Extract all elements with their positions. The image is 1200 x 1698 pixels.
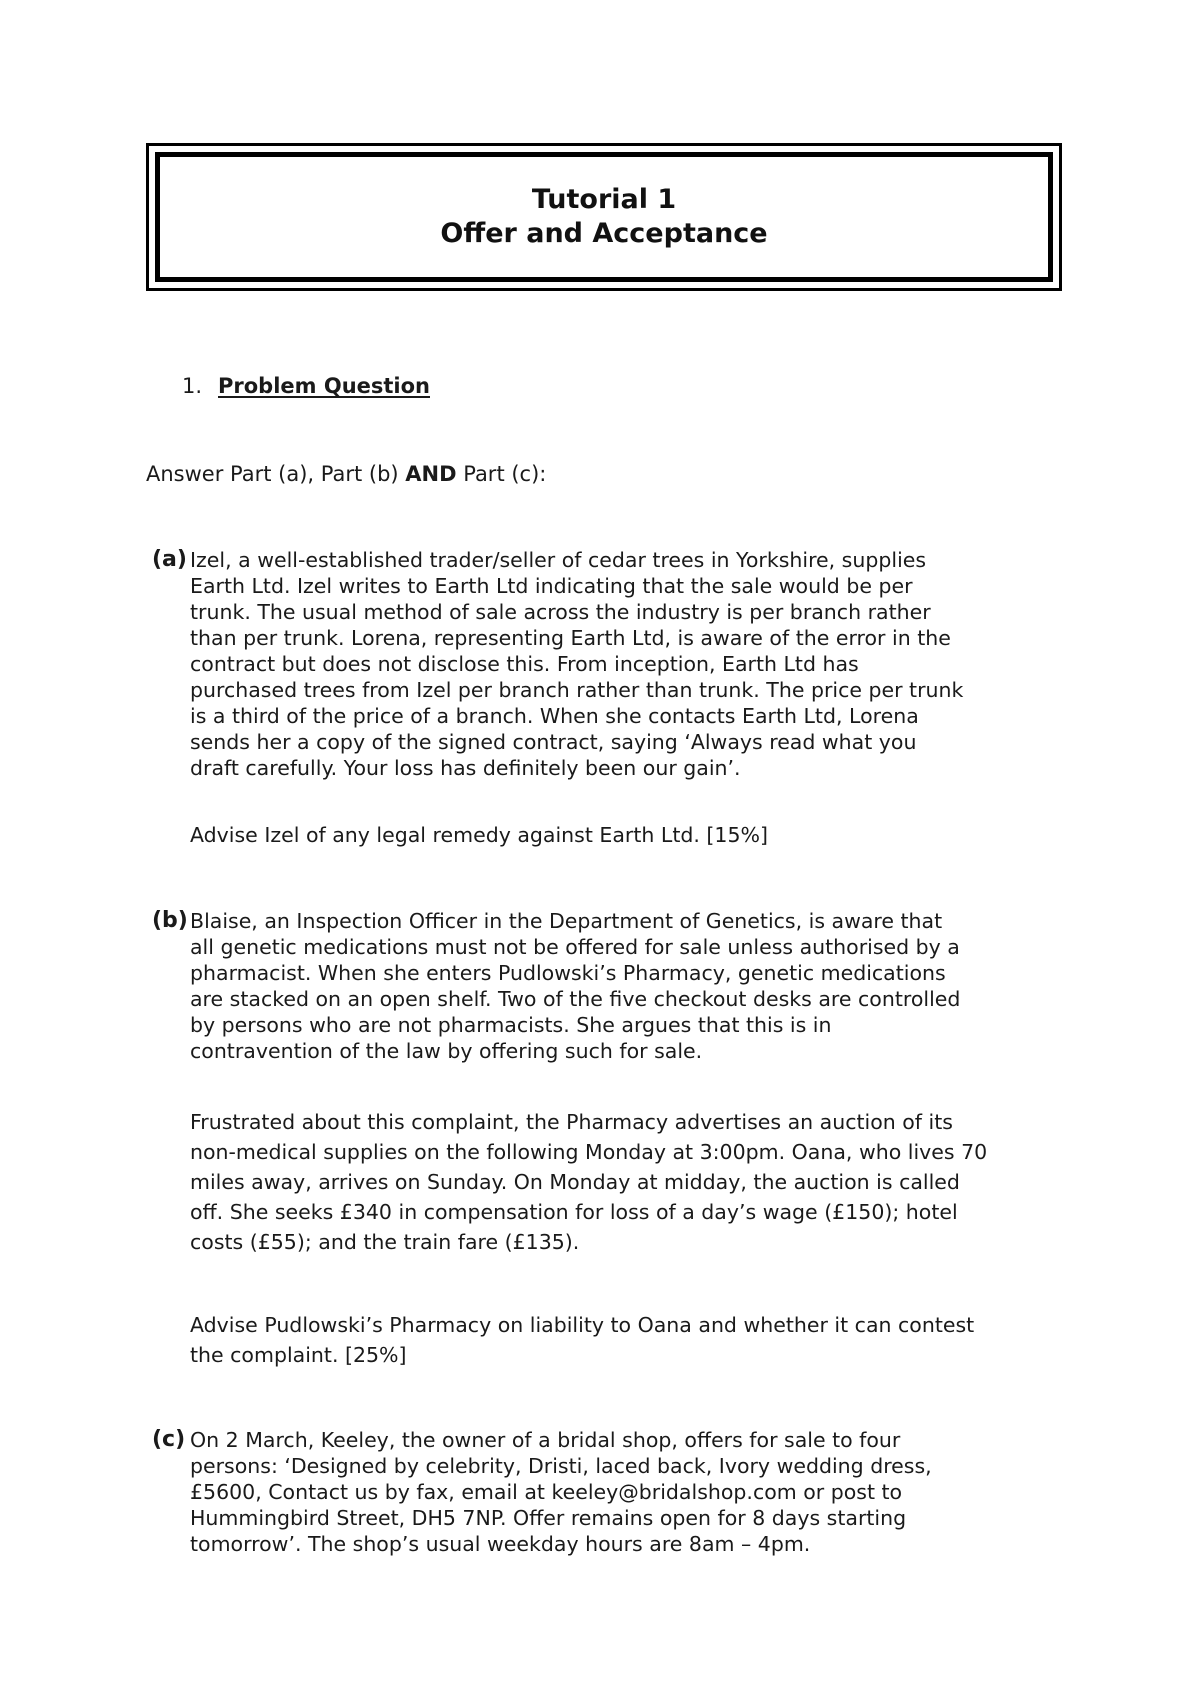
part-b-advise-line: the complaint. [25%]: [190, 1343, 407, 1367]
part-b-paragraph-2: [150, 1107, 1070, 1257]
part-b-advise-line: Advise Pudlowski’s Pharmacy on liability to Oana and whether it can contest: [190, 1313, 975, 1337]
part-a-line: contract but does not disclose this. From inception, Earth Ltd has: [190, 652, 859, 676]
part-c-line: persons: ‘Designed by celebrity, Dristi, laced back, Ivory wedding dress,: [190, 1454, 932, 1478]
part-b: [150, 908, 1070, 1064]
section-label: Problem Question: [218, 374, 430, 398]
part-c-line: Hummingbird Street, DH5 7NP. Offer remains open for 8 days starting: [190, 1506, 907, 1530]
part-a-letter: (a): [152, 547, 187, 572]
part-a-line: purchased trees from Izel per branch rather than trunk. The price per trunk: [190, 678, 964, 702]
instruction-bold: AND: [405, 462, 457, 486]
part-a-line: than per trunk. Lorena, representing Earth Ltd, is aware of the error in the: [190, 626, 951, 650]
part-a-advise: [150, 822, 1070, 848]
part-b-line: contravention of the law by offering such for sale.: [190, 1039, 703, 1063]
part-c-letter: (c): [152, 1427, 186, 1452]
tutorial-topic: Offer and Acceptance: [440, 218, 768, 249]
part-b-p2-line: off. She seeks £340 in compensation for loss of a day’s wage (£150); hotel: [190, 1200, 958, 1224]
part-a-line: draft carefully. Your loss has definitely been our gain’.: [190, 756, 741, 780]
part-a-line: Earth Ltd. Izel writes to Earth Ltd indicating that the sale would be per: [190, 574, 913, 598]
instruction: [146, 460, 546, 488]
part-a-text: [190, 547, 1070, 781]
section-number: 1.: [182, 374, 203, 398]
instruction-prefix: Answer Part (a), Part (b): [146, 462, 406, 486]
part-b-p2-line: costs (£55); and the train fare (£135).: [190, 1230, 580, 1254]
part-a-advise-text: Advise Izel of any legal remedy against Earth Ltd. [15%]: [190, 823, 768, 847]
part-c-line: On 2 March, Keeley, the owner of a bridal shop, offers for sale to four: [190, 1428, 901, 1452]
part-b-text: [190, 908, 1070, 1064]
section-heading: [182, 372, 430, 400]
part-a-line: sends her a copy of the signed contract, saying ‘Always read what you: [190, 730, 917, 754]
part-b-line: Blaise, an Inspection Officer in the Department of Genetics, is aware that: [190, 909, 943, 933]
part-c-line: £5600, Contact us by fax, email at keeley@bridalshop.com or post to: [190, 1480, 903, 1504]
part-b-p2-line: Frustrated about this complaint, the Pharmacy advertises an auction of its: [190, 1110, 953, 1134]
part-b-p2-line: miles away, arrives on Sunday. On Monday at midday, the auction is called: [190, 1170, 960, 1194]
part-b-letter: (b): [152, 908, 188, 933]
part-b-line: are stacked on an open shelf. Two of the five checkout desks are controlled: [190, 987, 961, 1011]
title-box-inner: [155, 152, 1053, 282]
title-box: [146, 143, 1062, 291]
part-c-line: tomorrow’. The shop’s usual weekday hours are 8am – 4pm.: [190, 1532, 811, 1556]
part-b-line: by persons who are not pharmacists. She argues that this is in: [190, 1013, 832, 1037]
part-c: [150, 1427, 1070, 1557]
part-b-p2-line: non-medical supplies on the following Monday at 3:00pm. Oana, who lives 70: [190, 1140, 988, 1164]
part-b-advise: [150, 1310, 1070, 1370]
instruction-suffix: Part (c):: [456, 462, 547, 486]
part-a-line: is a third of the price of a branch. When she contacts Earth Ltd, Lorena: [190, 704, 919, 728]
part-c-text: [190, 1427, 1070, 1557]
tutorial-number: Tutorial 1: [531, 184, 677, 215]
part-a-line: trunk. The usual method of sale across the industry is per branch rather: [190, 600, 931, 624]
part-a: [150, 547, 1070, 781]
part-b-line: all genetic medications must not be offered for sale unless authorised by a: [190, 935, 960, 959]
part-a-line: Izel, a well-established trader/seller of cedar trees in Yorkshire, supplies: [190, 548, 927, 572]
part-b-line: pharmacist. When she enters Pudlowski’s Pharmacy, genetic medications: [190, 961, 946, 985]
